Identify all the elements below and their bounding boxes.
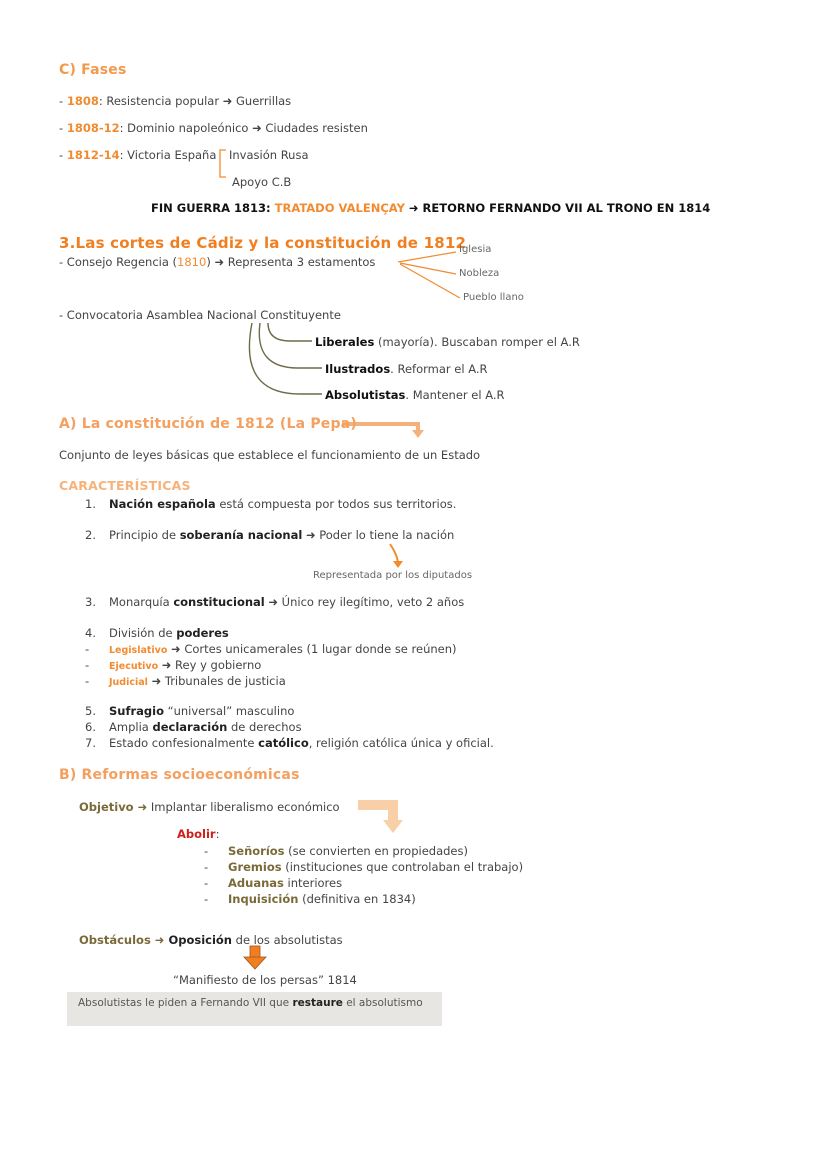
bold-term: declaración — [152, 720, 228, 734]
fase-item: - 1808-12: Dominio napoleónico ➜ Ciudades resisten — [59, 121, 368, 135]
note-bold: restaure — [292, 997, 343, 1009]
abolir-label — [177, 827, 219, 841]
fin-highlight: TRATADO VALENÇAY — [274, 201, 405, 215]
section-cortes-title: 3.Las cortes de Cádiz y la constitución de 1812 — [59, 234, 467, 252]
obstaculos-text: de los absolutistas — [232, 933, 343, 947]
abolir-colon: : — [215, 827, 220, 841]
list-number: 1. — [85, 497, 96, 511]
item-text: está compuesta por todos sus territorios. — [215, 497, 457, 511]
caracteristica-4 — [85, 626, 229, 640]
definicion-constitucion: Conjunto de leyes básicas que establece el funcionamiento de un Estado — [59, 448, 481, 462]
poder-text: ➜ Cortes unicamerales (1 lugar donde se reúnen) — [167, 642, 457, 656]
item-pre: Principio de — [109, 528, 180, 542]
branch-invasion-rusa: Invasión Rusa — [229, 148, 309, 162]
consejo-year: 1810 — [177, 255, 207, 269]
soberania-note: Representada por los diputados — [313, 570, 473, 581]
objetivo-text: Implantar liberalismo económico — [147, 800, 340, 814]
branch-apoyo-cb: Apoyo C.B — [232, 175, 292, 189]
obstaculos-bold: Oposición — [164, 933, 232, 947]
fin-suffix: ➜ RETORNO FERNANDO VII AL TRONO EN 1814 — [404, 201, 711, 215]
caracteristicas-title: CARACTERÍSTICAS — [59, 478, 191, 493]
consejo-regencia — [59, 255, 375, 269]
grupo-name: Ilustrados — [325, 362, 391, 376]
poder-text: ➜ Tribunales de justicia — [147, 674, 286, 688]
abolir-item: - Gremios (instituciones que controlaban el trabajo) — [204, 860, 524, 874]
poder-text: ➜ Rey y gobierno — [158, 658, 262, 672]
abolir-text: (definitiva en 1834) — [298, 892, 416, 906]
list-number: 2. — [85, 528, 96, 542]
item-text: , religión católica única y oficial. — [308, 736, 494, 750]
estamento-nobleza: Nobleza — [459, 268, 500, 279]
obstaculos-line — [79, 933, 343, 947]
grupo-name: Absolutistas — [325, 388, 406, 402]
bold-term: soberanía nacional — [179, 528, 303, 542]
obstaculos-label: Obstáculos ➜ — [79, 933, 165, 947]
caracteristica-2 — [85, 528, 454, 542]
bold-term: constitucional — [173, 595, 265, 609]
item-text: de derechos — [227, 720, 302, 734]
estamento-pueblo: Pueblo llano — [463, 292, 524, 303]
grupo-absolutistas — [325, 388, 505, 402]
abolir-item: - Aduanas interiores — [204, 876, 343, 890]
list-number: 7. — [85, 736, 96, 750]
list-number: 4. — [85, 626, 96, 640]
item-pre: Estado confesionalmente — [109, 736, 259, 750]
abolir-text: (se convierten en propiedades) — [284, 844, 468, 858]
abolir-item: - Señoríos (se convierten en propiedades) — [204, 844, 468, 858]
abolir-name: Señoríos — [228, 844, 285, 858]
poder-name: Ejecutivo — [109, 661, 159, 672]
item-pre: División de — [109, 626, 177, 640]
bold-term: católico — [258, 736, 309, 750]
convocatoria: - Convocatoria Asamblea Nacional Constituyente — [59, 308, 341, 322]
grupo-ilustrados — [325, 362, 488, 376]
fase-year: 1808-12 — [66, 121, 120, 135]
poder-legislativo: - Legislativo ➜ Cortes unicamerales (1 lugar donde se reúnen) — [85, 642, 457, 656]
note-post: el absolutismo — [342, 997, 423, 1009]
section-constitucion-title: A) La constitución de 1812 (La Pepa) — [59, 416, 357, 432]
abolir-name: Gremios — [228, 860, 282, 874]
item-pre: Monarquía — [109, 595, 174, 609]
poder-name: Judicial — [109, 677, 148, 688]
grupo-text: . Mantener el A.R — [405, 388, 505, 402]
fase-text: : Resistencia popular ➜ Guerrillas — [98, 94, 292, 108]
caracteristica-3 — [85, 595, 464, 609]
manifiesto-persas: “Manifiesto de los persas” 1814 — [173, 973, 357, 987]
grupo-text: (mayoría). Buscaban romper el A.R — [374, 335, 580, 349]
item-pre: Amplia — [109, 720, 153, 734]
fin-prefix: FIN GUERRA 1813: — [151, 201, 275, 215]
consejo-suffix: ) ➜ Representa 3 estamentos — [206, 255, 376, 269]
grupo-name: Liberales — [315, 335, 375, 349]
absolutistas-note — [78, 997, 423, 1009]
section-reformas-title: B) Reformas socioeconómicas — [59, 767, 300, 783]
fase-item: - 1808: Resistencia popular ➜ Guerrillas — [59, 94, 292, 108]
abolir-name: Inquisición — [228, 892, 299, 906]
abolir-text: (instituciones que controlaban el trabajo) — [281, 860, 524, 874]
poder-ejecutivo: - Ejecutivo ➜ Rey y gobierno — [85, 658, 262, 672]
fase-text: : Dominio napoleónico ➜ Ciudades resisten — [119, 121, 368, 135]
fase-year: 1808 — [66, 94, 99, 108]
caracteristica-6 — [85, 720, 302, 734]
objetivo-line — [79, 800, 340, 814]
abolir-word: Abolir — [177, 827, 216, 841]
grupo-liberales — [315, 335, 580, 349]
estamento-iglesia: Iglesia — [459, 244, 492, 255]
item-text: ➜ Único rey ilegítimo, veto 2 años — [264, 595, 465, 609]
abolir-item: - Inquisición (definitiva en 1834) — [204, 892, 416, 906]
list-number: 3. — [85, 595, 96, 609]
objetivo-label: Objetivo ➜ — [79, 800, 148, 814]
list-number: 5. — [85, 704, 96, 718]
abolir-name: Aduanas — [228, 876, 284, 890]
caracteristica-5 — [85, 704, 294, 718]
fase-year: 1812-14 — [66, 148, 120, 162]
note-pre: Absolutistas le piden a Fernando VII que — [78, 997, 293, 1009]
poder-judicial: - Judicial ➜ Tribunales de justicia — [85, 674, 286, 688]
grupo-text: . Reformar el A.R — [390, 362, 488, 376]
consejo-prefix: - Consejo Regencia ( — [59, 255, 178, 269]
abolir-text: interiores — [283, 876, 343, 890]
item-text: ➜ Poder lo tiene la nación — [302, 528, 455, 542]
item-text: “universal” masculino — [163, 704, 295, 718]
list-number: 6. — [85, 720, 96, 734]
fase-text: : Victoria España — [119, 148, 217, 162]
caracteristica-7 — [85, 736, 494, 750]
caracteristica-1 — [85, 497, 456, 511]
bold-term: Nación española — [109, 497, 216, 511]
fin-guerra-line — [151, 201, 710, 215]
bold-term: Sufragio — [109, 704, 164, 718]
bold-term: poderes — [176, 626, 229, 640]
poder-name: Legislativo — [109, 645, 168, 656]
section-fases-title: C) Fases — [59, 62, 127, 78]
fase-item: - 1812-14: Victoria España — [59, 148, 217, 162]
